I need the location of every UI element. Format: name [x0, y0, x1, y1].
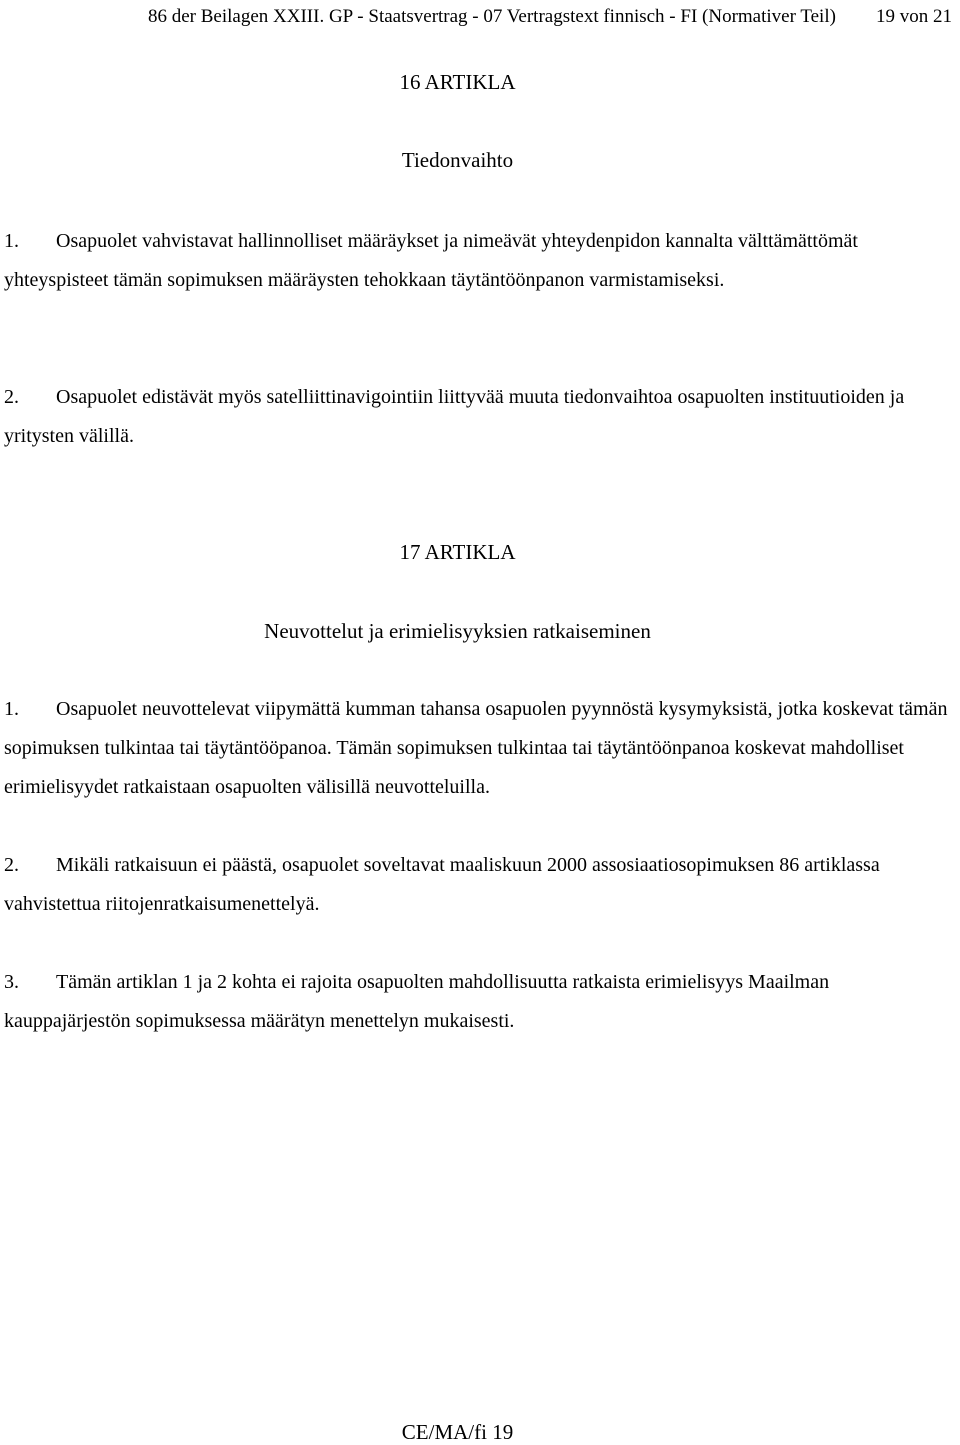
paragraph-text: Osapuolet vahvistavat hallinnolliset määräykset ja nimeävät yhteydenpidon kannalta välttämättömät yhteyspisteet tämän sopimuksen määräysten tehokkaan täytäntöönpanon varmistamiseksi.	[4, 230, 858, 291]
page-counter: 19 von 21	[876, 6, 952, 27]
paragraph-text: Osapuolet edistävät myös satelliittinavigointiin liittyvää muuta tiedonvaihtoa osapuolten instituutioiden ja yritysten välillä.	[4, 386, 905, 447]
document-header-title: 86 der Beilagen XXIII. GP - Staatsvertrag - 07 Vertragstext finnisch - FI (Normativer Teil)	[148, 6, 836, 27]
article-17-paragraph-1	[4, 690, 954, 807]
article-16-paragraph-1	[4, 222, 954, 300]
paragraph-number: 2.	[4, 854, 19, 876]
paragraph-number: 1.	[4, 230, 19, 252]
article-17-subtitle: Neuvottelut ja erimielisyyksien ratkaiseminen	[264, 619, 651, 643]
paragraph-text: Mikäli ratkaisuun ei päästä, osapuolet soveltavat maaliskuun 2000 assosiaatiosopimuksen 86 artiklassa vahvistettua riitojenratkaisumenettelyä.	[4, 854, 880, 915]
paragraph-number: 1.	[4, 698, 19, 720]
article-16-title: 16 ARTIKLA	[399, 70, 516, 94]
page-footer-reference: CE/MA/fi 19	[401, 1420, 514, 1444]
article-16-subtitle: Tiedonvaihto	[401, 148, 514, 172]
paragraph-number: 3.	[4, 971, 19, 993]
paragraph-number: 2.	[4, 386, 19, 408]
article-17-paragraph-3	[4, 963, 954, 1041]
article-16-paragraph-2	[4, 378, 954, 456]
paragraph-text: Tämän artiklan 1 ja 2 kohta ei rajoita osapuolten mahdollisuutta ratkaista erimielisyys Maailman kauppajärjestön sopimuksessa määrätyn menettelyn mukaisesti.	[4, 971, 830, 1032]
article-17-title: 17 ARTIKLA	[399, 540, 516, 564]
article-17-paragraph-2	[4, 846, 954, 924]
paragraph-text: Osapuolet neuvottelevat viipymättä kumman tahansa osapuolen pyynnöstä kysymyksistä, jotka koskevat tämän sopimuksen tulkintaa tai täytäntööpanoa. Tämän sopimuksen tulkintaa tai täytäntöönpanoa koskevat mahdolliset erimielisyydet ratkaistaan osapuolten välisillä neuvotteluilla.	[4, 698, 948, 798]
